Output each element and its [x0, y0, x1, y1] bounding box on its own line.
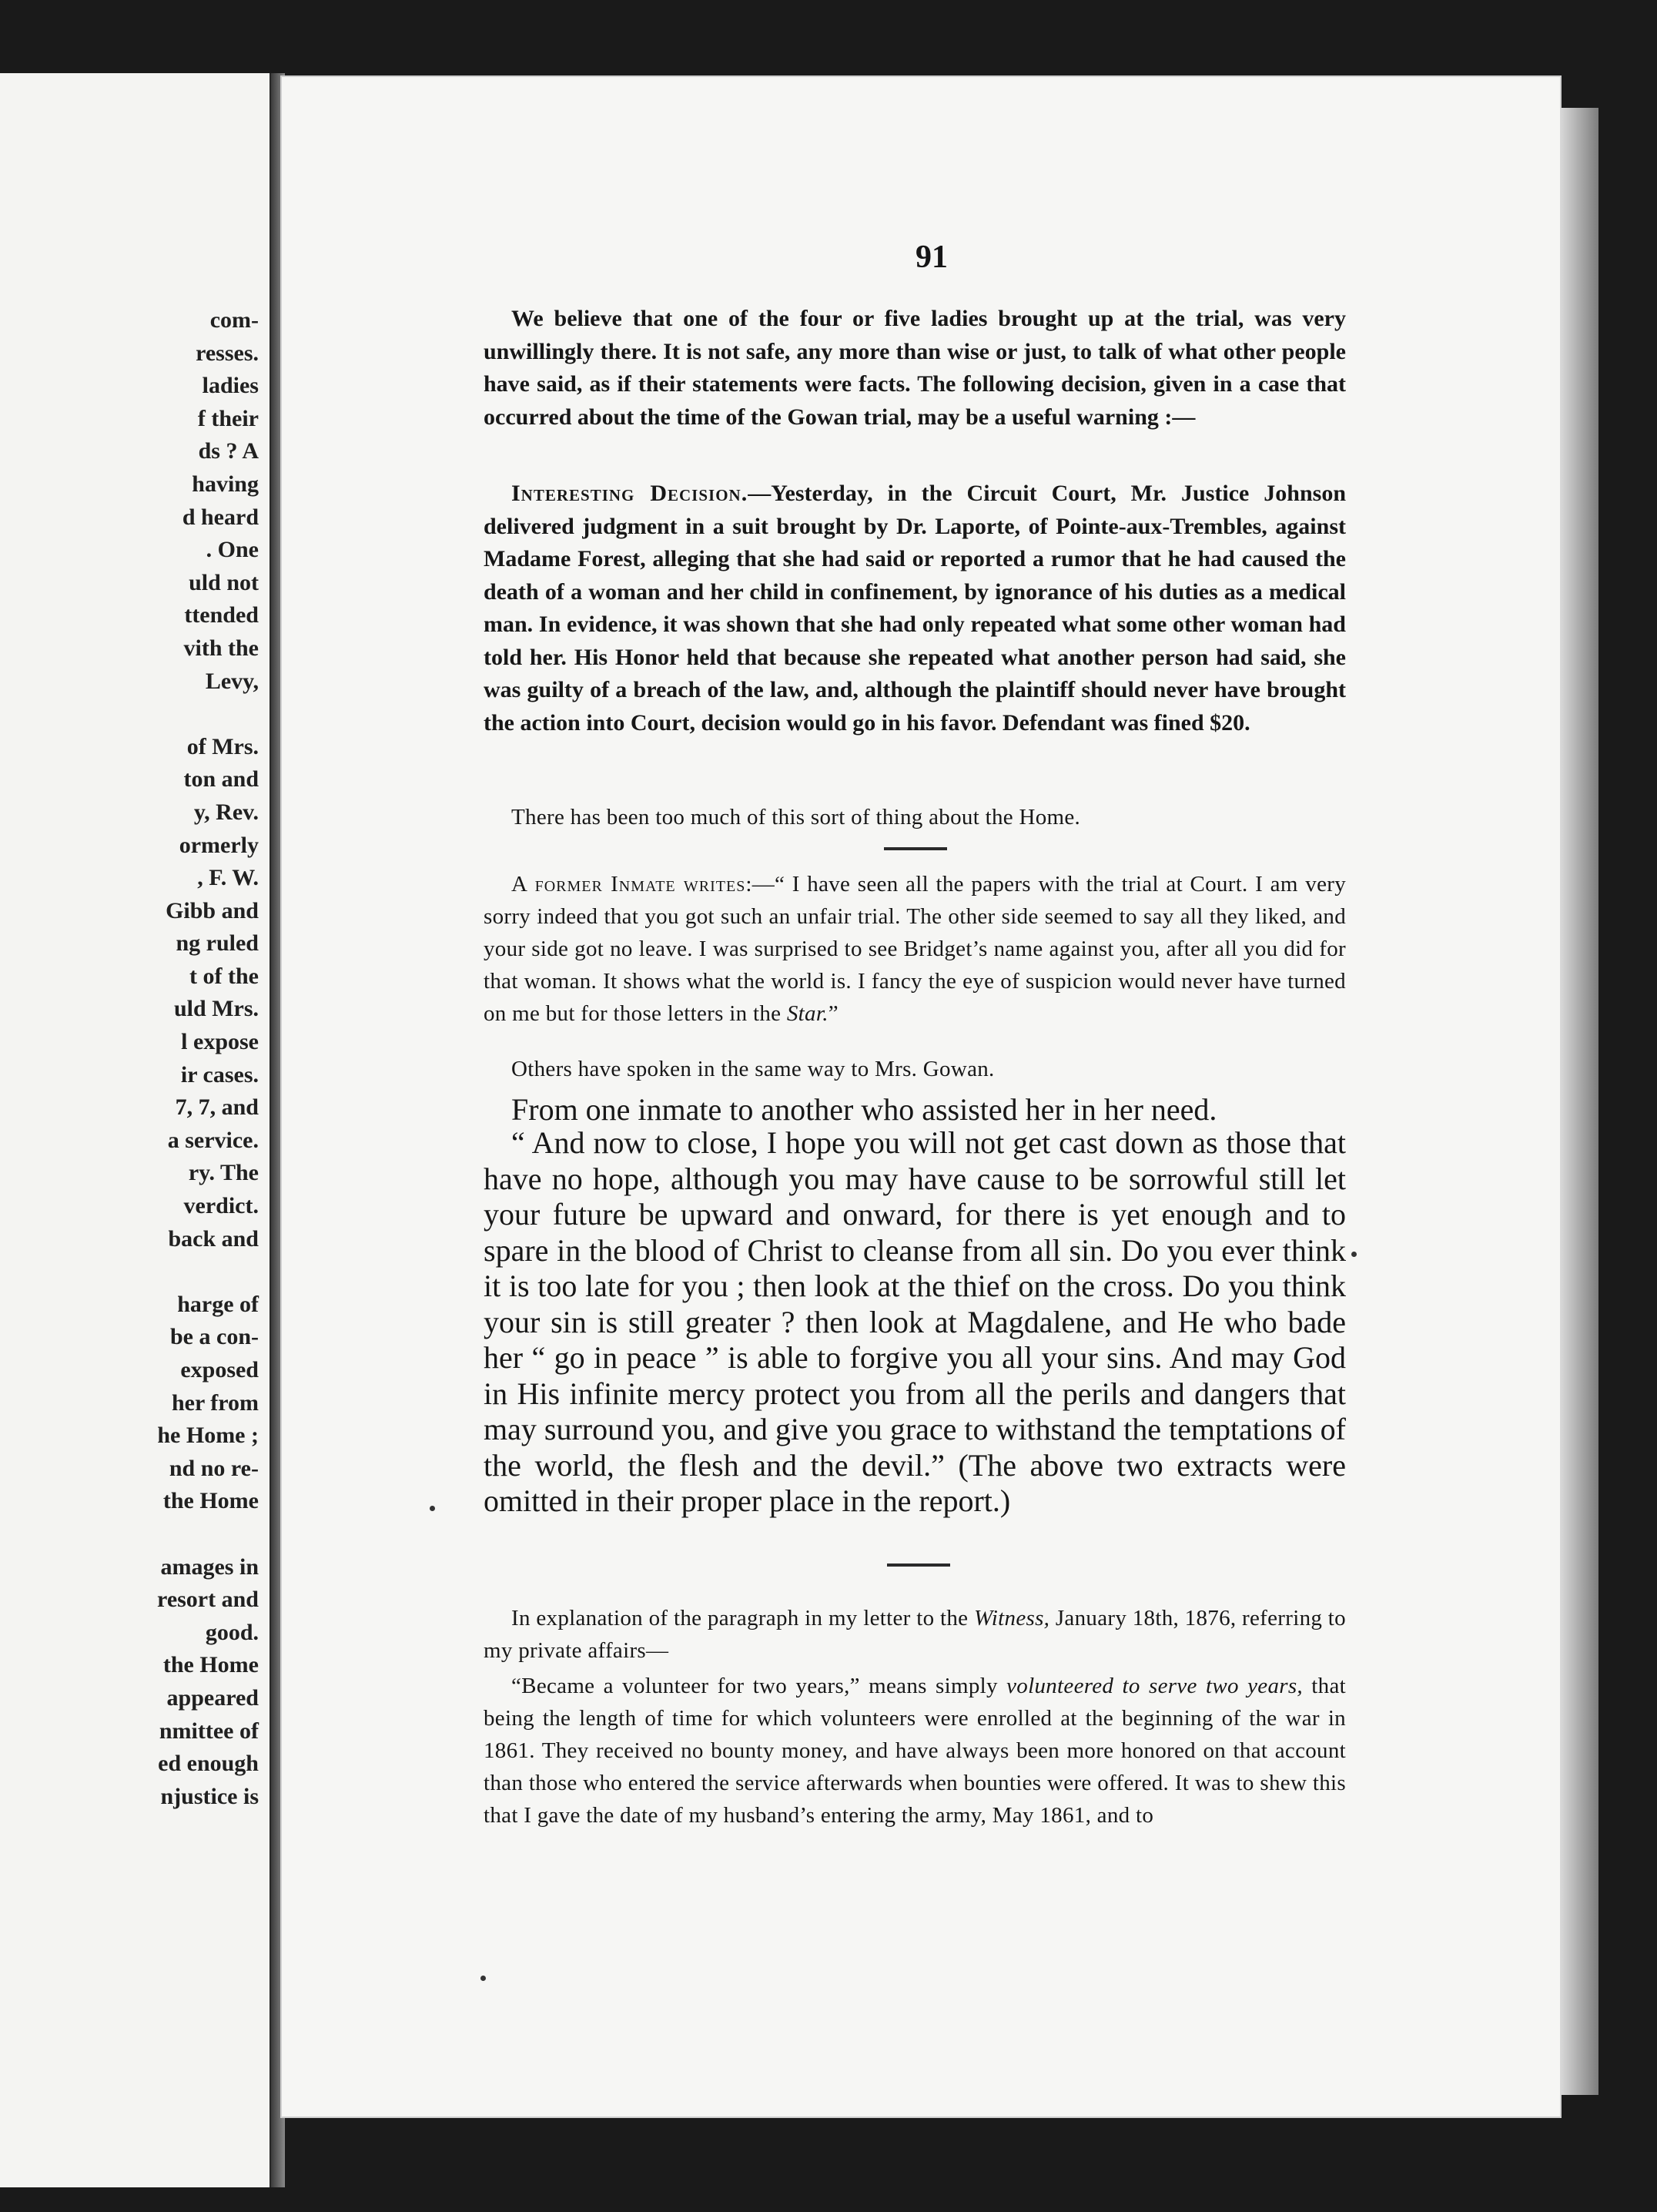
left-page-line: resort and — [157, 1587, 259, 1613]
left-page-line — [0, 1255, 259, 1289]
left-page-line: of Mrs. — [186, 733, 259, 759]
left-page-line: ed enough — [158, 1751, 259, 1777]
paragraph-1 — [484, 303, 1346, 434]
left-page-line: a service. — [167, 1127, 259, 1153]
left-facing-page — [0, 73, 274, 2187]
speck-mark — [1351, 1252, 1357, 1257]
left-page-line: f their — [197, 405, 259, 431]
left-page-line: verdict. — [183, 1193, 259, 1219]
section-rule-1 — [884, 847, 947, 850]
volunteer-start: “Became a volunteer for two years,” means simply — [511, 1674, 998, 1698]
inmate-letter: :—“ I have seen all the papers with the trial at Court. I am very sorry indeed that you got such an unfair trial. The other side seemed to say all they liked, and your side got no leave. I was surprised to see Bridget’s name against you, after all you did for that woman. It shows what the world is. I fancy the eye of suspicion would never have turned on me but for those letters in the — [484, 872, 1346, 1026]
left-page-line: appeared — [166, 1684, 259, 1711]
paragraph-6 — [484, 1092, 1346, 1128]
left-page-line: l expose — [181, 1029, 259, 1055]
paragraph-5 — [484, 1053, 1346, 1085]
left-page-line: back and — [168, 1225, 259, 1252]
paragraph-3-text: There has been too much of this sort of thing about the Home. — [511, 805, 1081, 830]
inmate-heading: A former Inmate writes — [511, 872, 746, 897]
left-page-line: good. — [205, 1619, 259, 1645]
inmate-letter-close: ” — [828, 1001, 839, 1026]
page-edge — [1560, 108, 1598, 2095]
decision-body: —Yesterday, in the Circuit Court, Mr. Justice Johnson delivered judgment in a suit brought by Dr. Laporte, of Pointe-aux-Trembles, against Madame Forest, alleging that she had said or reported a rumor that he had caused the death of a woman and her child in confinement, by ignorance of his duties as a medical man. In evidence, it was shown that she had only repeated what some other woman had told her. His Honor held that because she repeated what another person had said, she was guilty of a breach of the law, and, although the plaintiff should never have brought the action into Court, decision would go in his favor. Defendant was fined $20. — [484, 481, 1346, 736]
left-page-line: d heard — [182, 504, 259, 530]
paragraph-4 — [484, 868, 1346, 1030]
left-page-line: nd no re- — [169, 1455, 259, 1481]
left-page-line: ds ? A — [198, 438, 259, 464]
paragraph-1-text: We believe that one of the four or five ladies brought up at the trial, was very unwillingly there. It is not safe, any more than wise or just, to talk of what other people have said, as if their statements were facts. The following decision, given in a case that occurred about the time of the Gowan trial, may be a useful warning :— — [484, 306, 1346, 430]
paragraph-9 — [484, 1670, 1346, 1832]
left-page-line: ttended — [184, 602, 259, 628]
left-page-line: uld not — [189, 569, 259, 595]
left-page-line: resses. — [196, 340, 259, 366]
left-page-line: be a con- — [170, 1324, 259, 1350]
page-number: 91 — [916, 240, 948, 275]
paragraph-7-text: “ And now to close, I hope you will not get cast down as those that have no hope, although you may have cause to be sorrowful still let your future be upward and onward, for there is yet enough and to spare in the blood of Christ to cleanse from all sin. Do you ever think it is too late for you ; then look at the thief on the cross. Do you think your sin is still greater ? then look at Magdalene, and He who bade her “ go in peace ” is able to forgive you all your sins. And may God in His infinite mercy protect you from all the perils and dangers that may surround you, and give you grace to withstand the temptations of the world, the flesh and the devil.” (The above two extracts were omitted in their proper place in the report.) — [484, 1125, 1346, 1518]
volunteer-end: that being the length of time for which volunteers were enrolled at the beginning of the war in 1861. They received no bounty money, and have always been more honored on that account than those who entered the service afterwards when bounties were offered. It was to shew this that I gave the date of my husband’s entering the army, May 1861, and to — [484, 1674, 1346, 1828]
left-page-line: t of the — [189, 963, 259, 989]
left-page-line: ormerly — [179, 832, 259, 858]
paragraph-8-text — [484, 1602, 1346, 1667]
left-page-line: 7, 7, and — [175, 1094, 259, 1121]
left-page-line: harge of — [177, 1291, 259, 1317]
left-page-line: he Home ; — [157, 1423, 259, 1449]
left-page-line: the Home — [162, 1488, 259, 1514]
paragraph-2 — [484, 478, 1346, 739]
left-page-line: vith the — [183, 635, 259, 661]
left-page-line: having — [192, 471, 259, 497]
left-page-line: ladies — [202, 373, 259, 399]
paragraph-8 — [484, 1602, 1346, 1667]
left-page-line: nmittee of — [159, 1718, 259, 1744]
left-page-line: ir cases. — [180, 1061, 259, 1088]
paragraph-4-text — [484, 868, 1346, 1030]
paragraph-7 — [484, 1125, 1346, 1520]
star-newspaper: Star. — [786, 1001, 828, 1026]
decision-heading: Interesting Decision. — [511, 481, 748, 506]
paragraph-9-text — [484, 1670, 1346, 1832]
left-page-line: ng ruled — [176, 930, 259, 957]
volunteer-italic: volunteered to serve two years, — [1006, 1674, 1303, 1698]
witness-newspaper: Witness, — [973, 1606, 1050, 1631]
left-page-line: njustice is — [160, 1783, 259, 1809]
left-page-text — [0, 304, 259, 1813]
section-rule-2 — [887, 1563, 950, 1567]
left-page-line: y, Rev. — [193, 799, 259, 825]
paragraph-6-text: From one inmate to another who assisted her in her need. — [511, 1092, 1217, 1127]
paragraph-3 — [484, 801, 1346, 833]
left-page-line: Gibb and — [166, 897, 259, 923]
paragraph-2-text — [484, 478, 1346, 739]
left-page-line: amages in — [160, 1553, 259, 1580]
left-page-line — [0, 1518, 259, 1551]
left-page-line — [0, 698, 259, 731]
left-page-line: , F. W. — [197, 865, 259, 891]
speck-mark — [480, 1976, 486, 1981]
paragraph-5-text: Others have spoken in the same way to Mrs. Gowan. — [511, 1057, 995, 1081]
explanation-end: January 18th, 1876, referring to my private affairs— — [484, 1606, 1346, 1663]
left-page-line: Levy, — [205, 668, 259, 694]
speck-mark — [430, 1506, 435, 1511]
explanation-start: In explanation of the paragraph in my letter to the — [511, 1606, 969, 1631]
left-page-line: her from — [171, 1389, 259, 1416]
left-page-line: exposed — [180, 1357, 259, 1382]
left-page-line: . One — [206, 537, 259, 563]
left-page-line: ton and — [183, 766, 259, 793]
left-page-line: the Home — [162, 1652, 259, 1678]
left-page-line: ry. The — [188, 1160, 259, 1186]
left-page-line: uld Mrs. — [173, 996, 259, 1022]
left-page-line: com- — [209, 307, 259, 333]
